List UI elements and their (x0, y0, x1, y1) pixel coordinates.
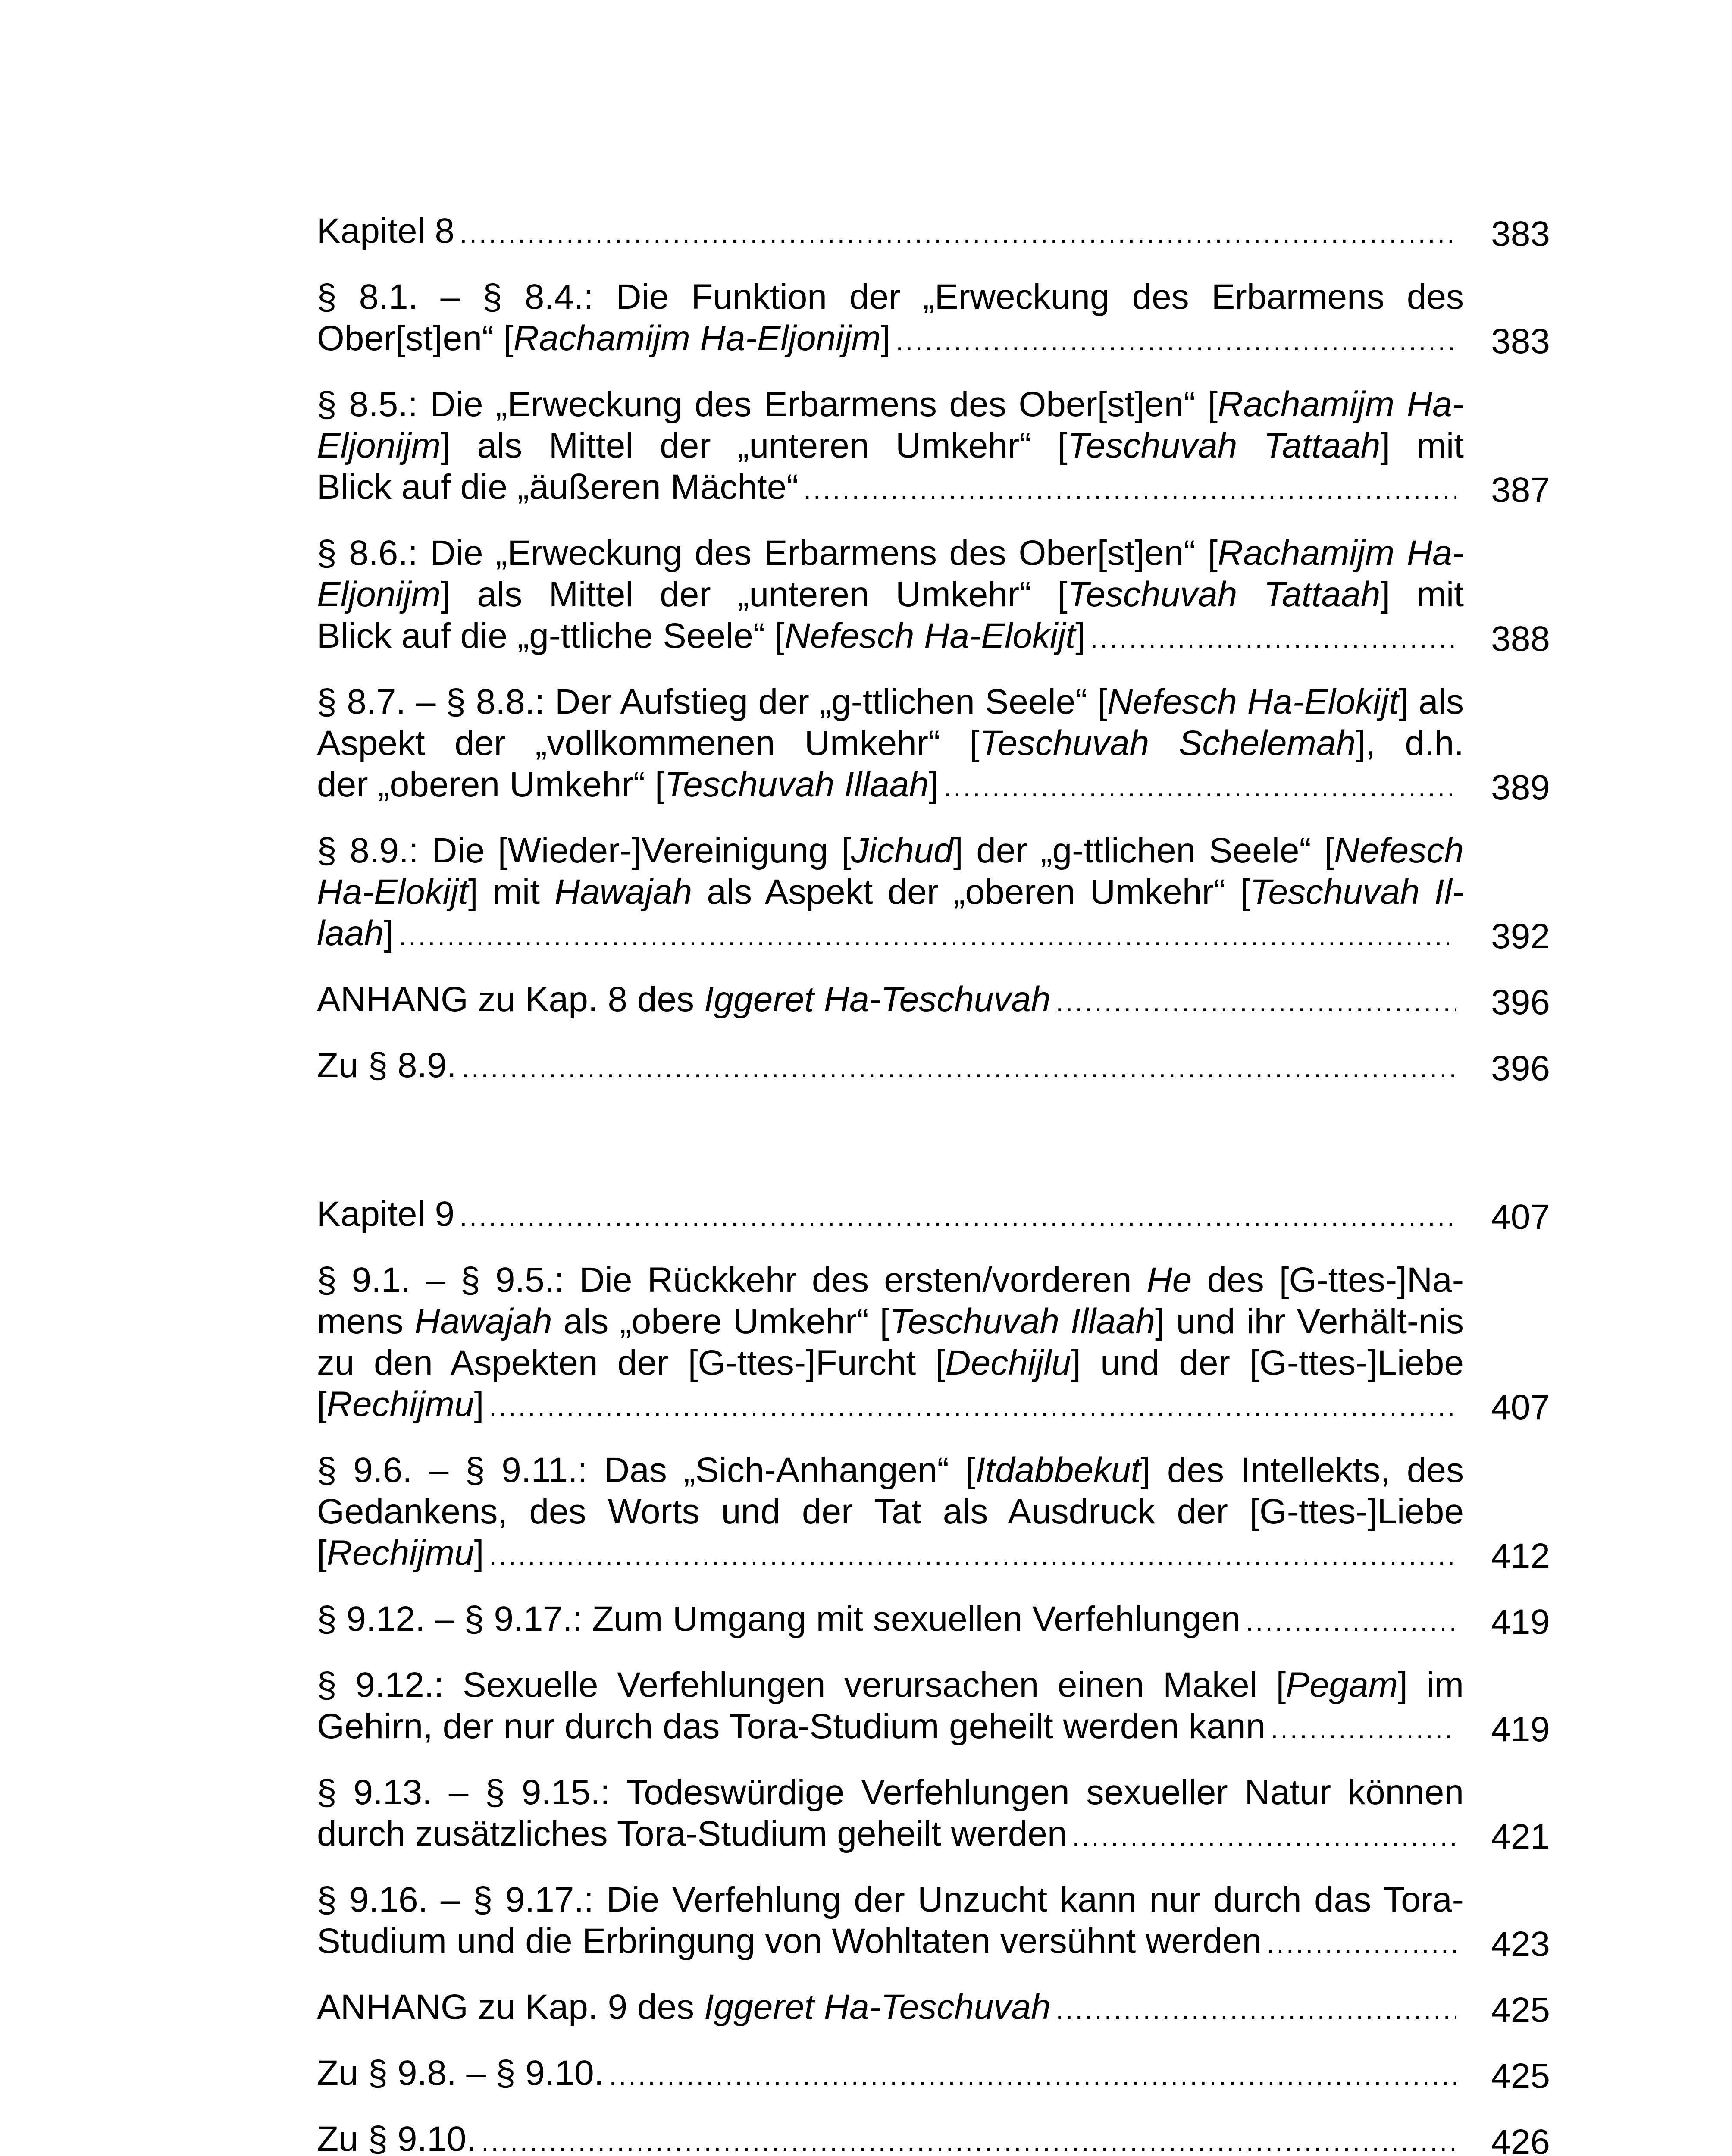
toc-entry-title (317, 533, 1464, 660)
entry-text-italic: Hawajah (414, 1302, 552, 1341)
entry-text: § 8.9.: Die [Wieder-]Vereinigung [ (317, 831, 851, 870)
toc-entry[interactable] (317, 1664, 1550, 1750)
entry-text: ] mit (468, 872, 555, 912)
entry-text: Zu § 9.8. – § 9.10. (317, 2053, 604, 2093)
entry-text-italic: Rachamijm Ha-Eljonijm (317, 533, 1464, 614)
toc-entry-last-line (317, 1598, 1464, 1643)
entry-text: ] (474, 1533, 484, 1573)
entry-text: des [G-ttes-]Na-mens (317, 1260, 1464, 1341)
toc-entry-lead (317, 533, 1464, 615)
toc-entry[interactable] (317, 1450, 1550, 1577)
entry-text: durch zusätzliches Tora-Studium geheilt werden (317, 1814, 1067, 1853)
entry-text: Gehirn, der nur durch das Tora-Studium geheilt werden kann (317, 1707, 1266, 1746)
entry-text-italic: Nefesch Ha-Elokijt (1107, 682, 1399, 721)
toc-entry-last-line (317, 467, 1464, 511)
toc-entry[interactable] (317, 979, 1550, 1023)
entry-text: ] mit (1380, 575, 1464, 614)
toc-entry-last-line (317, 1532, 1464, 1577)
dot-leader (481, 2118, 1456, 2156)
entry-text: ], d.h. (1356, 724, 1464, 763)
toc-entry-last-line (317, 1921, 1464, 1965)
entry-text-italic: Iggeret Ha-Teschuvah (704, 1987, 1051, 2027)
entry-text: ] (1075, 616, 1085, 655)
toc-entry-lead (317, 681, 1464, 764)
entry-text: § 8.1. – § 8.4.: Die Funktion der „Erweckung des Erbarmens des (317, 277, 1464, 317)
toc-page-number: 425 (1491, 1990, 1550, 2030)
toc-entry-lead (317, 384, 1464, 467)
toc-entry-last-line (317, 1194, 1464, 1238)
entry-text: der „oberen Umkehr“ [ (317, 765, 665, 804)
entry-text-italic: He (1146, 1260, 1192, 1300)
dot-leader (609, 2053, 1456, 2097)
dot-leader (1267, 1921, 1456, 1965)
toc-entry-last-line (317, 2053, 1464, 2097)
toc-entry-title (317, 830, 1464, 957)
toc-entry-lead (317, 1450, 1464, 1532)
entry-text: § 9.13. – § 9.15.: Todeswürdige Verfehlungen sexueller Natur können (317, 1773, 1464, 1812)
entry-text: § 9.6. – § 9.11.: Das „Sich-Anhangen“ [ (317, 1451, 976, 1490)
dot-leader (944, 764, 1456, 808)
toc-entry-title (317, 1664, 1464, 1750)
entry-text-italic: Teschuvah Illaah (664, 765, 929, 804)
toc-page-number: 407 (1491, 1197, 1550, 1237)
toc-entry[interactable] (317, 1045, 1550, 1089)
entry-text: als „obere Umkehr“ [ (552, 1302, 890, 1341)
toc-page-number: 421 (1491, 1817, 1550, 1856)
entry-text: Zu § 8.9. (317, 1046, 457, 1085)
toc-entry-title (317, 1450, 1464, 1577)
toc-entry[interactable] (317, 210, 1550, 255)
toc-entry-last-line (317, 979, 1464, 1023)
toc-entry-last-line (317, 764, 1464, 808)
entry-text: ] und der [G-ttes-]Liebe (1071, 1343, 1464, 1382)
dot-leader (399, 913, 1456, 957)
toc-entry-title (317, 2118, 1464, 2156)
toc-page-number: 396 (1491, 1049, 1550, 1088)
toc-page-number: 383 (1491, 322, 1550, 361)
toc-entry[interactable] (317, 1260, 1550, 1428)
toc-page-number: 426 (1491, 2122, 1550, 2156)
entry-text: ] (880, 319, 891, 358)
toc-entry-title (317, 384, 1464, 511)
entry-text-italic: Teschuvah Schelemah (979, 724, 1356, 763)
entry-text: ] des Intellekts, des Gedankens, des Worts und der Tat als Ausdruck der [G-ttes-]Liebe (317, 1451, 1464, 1531)
dot-leader (1090, 615, 1456, 660)
dot-leader (489, 1532, 1456, 1577)
toc-entry[interactable] (317, 384, 1550, 511)
dot-leader (1271, 1706, 1456, 1750)
entry-text: Kapitel 9 (317, 1194, 455, 1234)
toc-entry-title (317, 1879, 1464, 1965)
entry-text-italic: Nefesch Ha-Elokijt (784, 616, 1076, 655)
toc-chapter-section (317, 1194, 1550, 2156)
toc-entry[interactable] (317, 1772, 1550, 1858)
entry-text: § 8.5.: Die „Erweckung des Erbarmens des Ober[st]en“ [ (317, 385, 1218, 424)
toc-chapter-section (317, 210, 1550, 1089)
entry-text: ANHANG zu Kap. 8 des (317, 980, 704, 1019)
toc-entry[interactable] (317, 830, 1550, 957)
entry-text: ] als Mittel der „unteren Umkehr“ [ (441, 426, 1068, 465)
entry-text: [ (317, 1533, 327, 1573)
toc-page-number: 425 (1491, 2056, 1550, 2096)
dot-leader (804, 467, 1456, 511)
entry-text: Studium und die Erbringung von Wohltaten versühnt werden (317, 1921, 1262, 1961)
toc-entry-lead (317, 1772, 1464, 1813)
entry-text: Kapitel 8 (317, 211, 455, 251)
toc-page-number: 388 (1491, 619, 1550, 658)
toc-entry[interactable] (317, 2118, 1550, 2156)
toc-page-number: 419 (1491, 1710, 1550, 1749)
entry-text-italic: Nefesch Ha-Elokijt (317, 831, 1464, 912)
entry-text: ] (929, 765, 939, 804)
toc-page-number: 412 (1491, 1536, 1550, 1576)
toc-page-number: 396 (1491, 983, 1550, 1022)
toc-page-number: 389 (1491, 768, 1550, 807)
toc-entry-title (317, 1260, 1464, 1428)
entry-text: Blick auf die „äußeren Mächte“ (317, 467, 799, 507)
entry-text: ] (384, 914, 394, 953)
toc-entry-last-line (317, 615, 1464, 660)
toc-entry-title (317, 276, 1464, 362)
entry-text: ] (474, 1385, 484, 1424)
entry-text-italic: Rachamijm Ha-Eljonijm (317, 385, 1464, 465)
entry-text-italic: Teschuvah Tattaah (1067, 426, 1381, 465)
toc-entry-title (317, 979, 1464, 1023)
dot-leader (460, 210, 1456, 255)
toc-entry-lead (317, 830, 1464, 913)
toc-entry-last-line (317, 210, 1464, 255)
dot-leader (1056, 979, 1456, 1023)
entry-text: § 9.12.: Sexuelle Verfehlungen verursachen einen Makel [ (317, 1665, 1286, 1705)
toc-entry-title (317, 1772, 1464, 1858)
toc-entry-title (317, 2053, 1464, 2097)
entry-text: § 9.12. – § 9.17.: Zum Umgang mit sexuellen Verfehlungen (317, 1599, 1241, 1639)
entry-text: Zu § 9.10. (317, 2119, 476, 2156)
dot-leader (462, 1045, 1456, 1089)
toc-entry-last-line (317, 1706, 1464, 1750)
toc-entry[interactable] (317, 681, 1550, 808)
toc-entry-last-line (317, 1045, 1464, 1089)
toc-entry-last-line (317, 2118, 1464, 2156)
entry-text: § 8.7. – § 8.8.: Der Aufstieg der „g-ttlichen Seele“ [ (317, 682, 1108, 721)
toc-entry[interactable] (317, 276, 1550, 362)
entry-text: § 9.16. – § 9.17.: Die Verfehlung der Unzucht kann nur durch das Tora- (317, 1880, 1464, 1919)
entry-text: ] als Mittel der „unteren Umkehr“ [ (441, 575, 1068, 614)
toc-entry-title (317, 210, 1464, 255)
toc-entry-lead (317, 1260, 1464, 1384)
toc-entry-lead (317, 1879, 1464, 1921)
toc-page-number: 423 (1491, 1924, 1550, 1964)
entry-text-italic: Dechijlu (945, 1343, 1071, 1382)
toc-entry-lead (317, 1664, 1464, 1706)
toc-entry[interactable] (317, 1194, 1550, 1238)
entry-text-italic: Teschuvah Tattaah (1067, 575, 1381, 614)
entry-text: Ober[st]en“ [ (317, 319, 514, 358)
entry-text: ANHANG zu Kap. 9 des (317, 1987, 704, 2027)
toc-entry-title (317, 1194, 1464, 1238)
toc-entry[interactable] (317, 1879, 1550, 1965)
entry-text-italic: Rechijmu (326, 1533, 474, 1573)
entry-text-italic: Teschuvah Il- (1250, 872, 1464, 912)
toc-page-number: 407 (1491, 1388, 1550, 1427)
toc-entry[interactable] (317, 1598, 1550, 1643)
toc-page-number: 387 (1491, 470, 1550, 510)
toc-entry-last-line (317, 1384, 1464, 1428)
toc-entry-title (317, 1045, 1464, 1089)
entry-text-italic: Teschuvah Illaah (889, 1302, 1155, 1341)
toc-entry[interactable] (317, 1987, 1550, 2031)
entry-text-italic: Iggeret Ha-Teschuvah (704, 980, 1051, 1019)
entry-text: Blick auf die „g-ttliche Seele“ [ (317, 616, 785, 655)
entry-text: ] im (1398, 1665, 1464, 1705)
toc-entry-last-line (317, 913, 1464, 957)
toc-entry-title (317, 1987, 1464, 2031)
toc-page-number: 383 (1491, 214, 1550, 254)
entry-text: ] der „g-ttlichen Seele“ [ (953, 831, 1334, 870)
entry-text: [ (317, 1385, 327, 1424)
toc-entry-title (317, 1598, 1464, 1643)
dot-leader (460, 1194, 1456, 1238)
entry-text: ] und ihr Verhält-nis zu den Aspekten der [G-ttes-]Furcht [ (317, 1302, 1464, 1382)
toc-entry-lead (317, 276, 1464, 318)
toc-entry-title (317, 681, 1464, 808)
dot-leader (1056, 1987, 1456, 2031)
toc-entry[interactable] (317, 2053, 1550, 2097)
entry-text-italic: Itdabbekut (975, 1451, 1141, 1490)
toc-entry-last-line (317, 318, 1464, 362)
entry-text-italic: Pegam (1286, 1665, 1398, 1705)
entry-text: ] als Aspekt der „vollkommenen Umkehr“ [ (317, 682, 1464, 763)
entry-text: ] mit (1380, 426, 1464, 465)
toc-entry-last-line (317, 1987, 1464, 2031)
table-of-contents (317, 210, 1550, 2156)
dot-leader (489, 1384, 1456, 1428)
toc-entry[interactable] (317, 533, 1550, 660)
entry-text-italic: Rachamijm Ha-Eljonijm (513, 319, 881, 358)
entry-text-italic: Hawajah (554, 872, 692, 912)
dot-leader (1246, 1598, 1456, 1643)
toc-entry-last-line (317, 1813, 1464, 1858)
entry-text: § 8.6.: Die „Erweckung des Erbarmens des Ober[st]en“ [ (317, 533, 1218, 573)
entry-text: als Aspekt der „oberen Umkehr“ [ (692, 872, 1250, 912)
toc-page-number: 392 (1491, 917, 1550, 956)
entry-text-italic: Rechijmu (326, 1385, 474, 1424)
entry-text-italic: laah (317, 914, 384, 953)
toc-page-number: 419 (1491, 1602, 1550, 1642)
dot-leader (1072, 1813, 1456, 1858)
dot-leader (896, 318, 1456, 362)
entry-text-italic: Jichud (851, 831, 953, 870)
entry-text: § 9.1. – § 9.5.: Die Rückkehr des ersten/vorderen (317, 1260, 1147, 1300)
